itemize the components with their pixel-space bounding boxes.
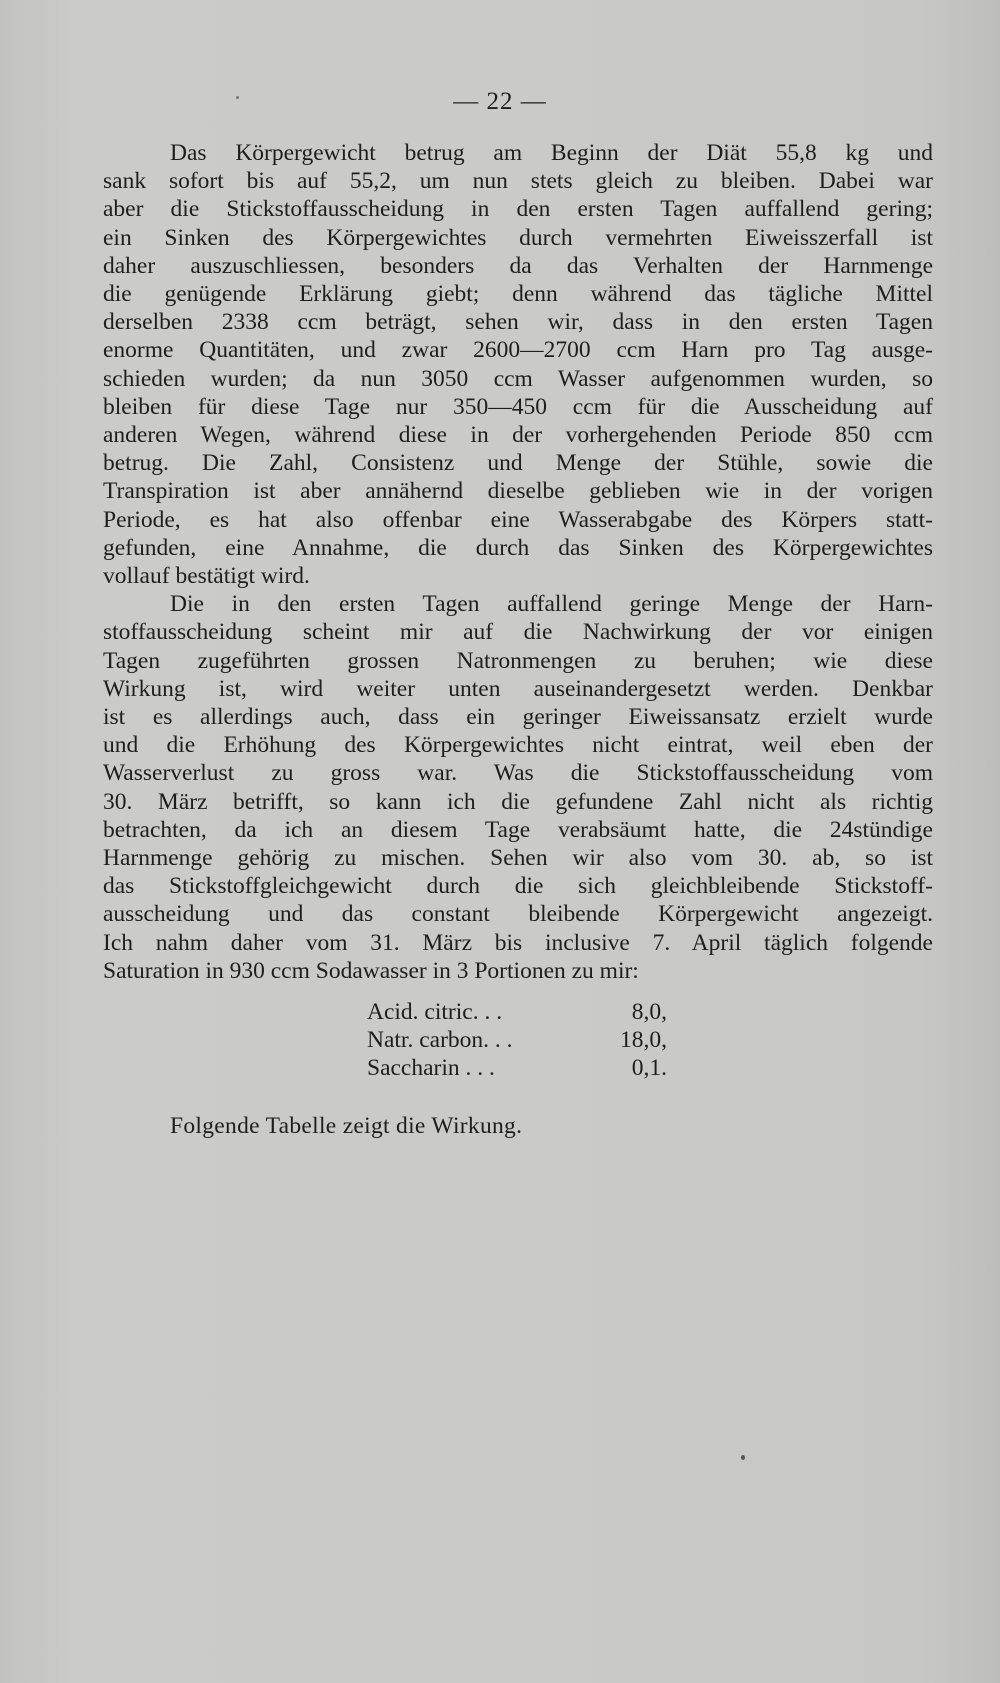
text-line: bleiben für diese Tage nur 350—450 ccm für die Ausscheidung auf (103, 393, 933, 420)
recipe-row (367, 998, 667, 1026)
recipe-list (367, 998, 667, 1082)
recipe-ingredient: Acid. citric. . . (367, 999, 503, 1025)
page-number: — 22 — (453, 88, 547, 115)
text-line: Harnmenge gehörig zu mischen. Sehen wir also vom 30. ab, so ist (103, 845, 933, 872)
text-line: 30. März betrifft, so kann ich die gefundene Zahl nicht als richtig (103, 788, 933, 815)
closing-sentence: Folgende Tabelle zeigt die Wirkung. (170, 1113, 523, 1139)
text-line: sank sofort bis auf 55,2, um nun stets gleich zu bleiben. Dabei war (103, 168, 933, 195)
recipe-row (367, 1054, 667, 1082)
recipe-quantity: 18,0, (620, 1027, 667, 1053)
text-line: Die in den ersten Tagen auffallend geringe Menge der Harn- (170, 591, 933, 618)
text-line: ausscheidung und das constant bleibende Körpergewicht angezeigt. (103, 901, 933, 928)
text-line: daher auszuschliessen, besonders da das Verhalten der Harnmenge (103, 252, 933, 279)
text-line: Periode, es hat also offenbar eine Wasserabgabe des Körpers statt- (103, 506, 933, 533)
text-line: aber die Stickstoffausscheidung in den ersten Tagen auffallend gering; (103, 196, 933, 223)
text-line: Das Körpergewicht betrug am Beginn der Diät 55,8 kg und (170, 140, 933, 166)
text-line: vollauf bestätigt wird. (103, 563, 310, 590)
text-line: Wasserverlust zu gross war. Was die Stickstoffausscheidung vom (103, 760, 933, 787)
paper-speck (741, 1455, 745, 1460)
text-line: schieden wurden; da nun 3050 ccm Wasser aufgenommen wurden, so (103, 365, 933, 392)
text-line: stoffausscheidung scheint mir auf die Nachwirkung der vor einigen (103, 619, 933, 646)
text-line: ist es allerdings auch, dass ein geringer Eiweissansatz erzielt wurde (103, 704, 933, 731)
recipe-ingredient: Natr. carbon. . . (367, 1027, 513, 1053)
body-text (103, 139, 933, 985)
text-line: Ich nahm daher vom 31. März bis inclusive 7. April täglich folgende (103, 929, 933, 956)
paragraph-2 (103, 590, 933, 985)
text-line: und die Erhöhung des Körpergewichtes nicht eintrat, weil eben der (103, 732, 933, 759)
text-line: anderen Wegen, während diese in der vorhergehenden Periode 850 ccm (103, 422, 933, 449)
text-line: ein Sinken des Körpergewichtes durch vermehrten Eiweisszerfall ist (103, 224, 933, 251)
text-line: gefunden, eine Annahme, die durch das Sinken des Körpergewichtes (103, 534, 933, 561)
text-line: enorme Quantitäten, und zwar 2600—2700 ccm Harn pro Tag ausge- (103, 337, 933, 364)
recipe-quantity: 8,0, (631, 999, 667, 1025)
text-line: das Stickstoffgleichgewicht durch die sich gleichbleibende Stickstoff- (103, 873, 933, 900)
text-line: betrachten, da ich an diesem Tage verabsäumt hatte, die 24stündige (103, 816, 933, 843)
recipe-quantity: 0,1. (631, 1055, 667, 1081)
text-line: betrug. Die Zahl, Consistenz und Menge der Stühle, sowie die (103, 450, 933, 477)
text-line: Tagen zugeführten grossen Natronmengen zu beruhen; wie diese (103, 647, 933, 674)
text-line: die genügende Erklärung giebt; denn während das tägliche Mittel (103, 281, 933, 308)
text-line: Wirkung ist, wird weiter unten auseinandergesetzt werden. Denkbar (103, 675, 933, 702)
text-line: derselben 2338 ccm beträgt, sehen wir, dass in den ersten Tagen (103, 309, 933, 336)
paragraph-1 (103, 139, 933, 590)
text-line: Transpiration ist aber annähernd dieselbe geblieben wie in der vorigen (103, 478, 933, 505)
text-line: Saturation in 930 ccm Sodawasser in 3 Portionen zu mir: (103, 957, 639, 984)
recipe-ingredient: Saccharin . . . (367, 1055, 495, 1081)
recipe-row (367, 1026, 667, 1054)
